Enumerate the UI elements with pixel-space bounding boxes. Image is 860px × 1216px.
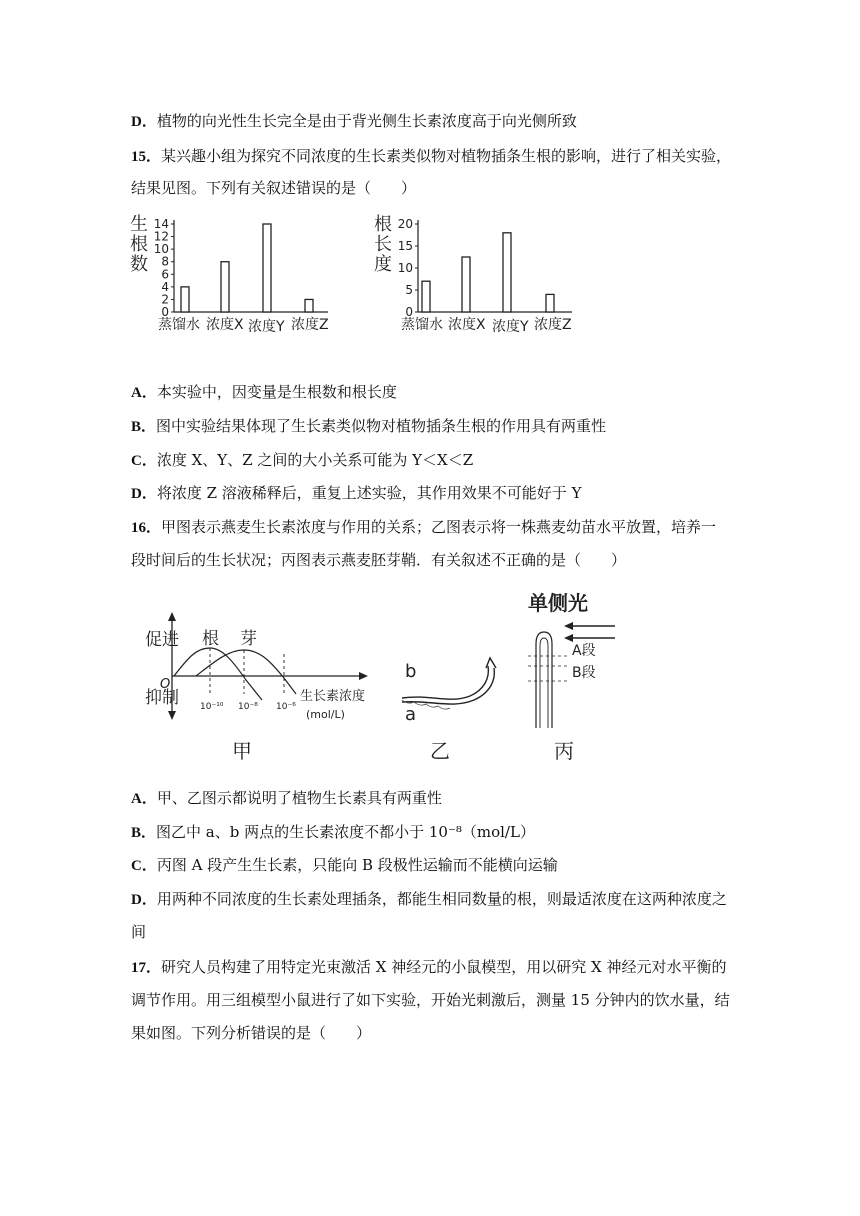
coleoptile-outer	[536, 632, 552, 728]
yi-caption: 乙	[430, 739, 450, 763]
chart2-ylabel-char: 根	[374, 214, 392, 235]
chart1-category-label: 蒸馏水	[158, 317, 200, 333]
question-text: 段时间后的生长状况；丙图表示燕麦胚芽鞘．有关叙述不正确的是（ ）	[131, 551, 627, 569]
option-text: 图乙中 a、b 两点的生长素浓度不都小于 10⁻⁸（mol/L）	[156, 823, 535, 841]
question-text: 结果见图。下列有关叙述错误的是（ ）	[131, 179, 417, 197]
chart2-category-label: 浓度Y	[492, 319, 529, 335]
bing-title: 单侧光	[528, 591, 588, 615]
question-number: 17．	[131, 960, 162, 976]
yi-label-b: b	[405, 661, 417, 682]
question-16-stem	[131, 517, 716, 538]
option-label: B．	[131, 825, 157, 841]
bing-caption: 丙	[554, 739, 574, 763]
jia-caption: 甲	[232, 739, 252, 763]
yi-label-a: a	[405, 704, 417, 725]
chart1-ytick-label: 12	[153, 229, 169, 244]
chart1-bar	[263, 224, 271, 312]
figure-bing	[528, 591, 615, 763]
jia-curve-root-label: 根	[202, 629, 219, 649]
option-text: 图中实验结果体现了生长素类似物对植物插条生根的作用具有两重性	[156, 417, 607, 435]
option-b-q15	[131, 416, 606, 437]
chart2-bar	[422, 281, 430, 312]
option-text: 用两种不同浓度的生长素处理插条，都能生相同数量的根，则最适浓度在这两种浓度之	[156, 890, 727, 908]
chart2-ylabel-char: 长	[374, 234, 392, 255]
option-label: D．	[131, 114, 157, 130]
question-17-stem-cont	[131, 990, 730, 1010]
jia-xlabel: 生长素浓度	[300, 689, 366, 704]
light-arrow-2-head	[564, 634, 573, 642]
chart2-ytick-label: 0	[405, 305, 413, 319]
jia-y-arrow-down	[168, 711, 176, 720]
jia-y-arrow-up	[168, 612, 176, 621]
question-16-stem-cont	[131, 550, 626, 570]
chart1-ytick-label: 0	[161, 305, 169, 319]
chart2-category-label: 浓度X	[448, 317, 486, 333]
option-d-q16-cont	[131, 922, 146, 942]
question-17-stem	[131, 957, 726, 978]
question-text: 果如图。下列分析错误的是（ ）	[131, 1024, 372, 1042]
q15-charts-svg	[128, 212, 598, 342]
jia-curve-bud-label: 芽	[240, 629, 257, 649]
question-17-stem-cont2	[131, 1023, 371, 1043]
chart2-ylabel-char: 度	[374, 254, 392, 275]
q16-figure	[140, 588, 640, 772]
option-a-q16	[131, 788, 442, 809]
bing-seg-b: B段	[572, 665, 596, 681]
jia-x-arrow	[359, 672, 368, 680]
option-text: 植物的向光性生长完全是由于背光侧生长素浓度高于向光侧所致	[156, 112, 577, 130]
question-text: 研究人员构建了用特定光束激活 X 神经元的小鼠模型，用以研究 X 神经元对水平衡的	[161, 958, 727, 976]
option-label: D．	[131, 892, 157, 908]
figure-yi	[402, 658, 496, 763]
chart1-ytick-label: 2	[161, 292, 169, 307]
chart2-ytick-label: 10	[397, 261, 413, 275]
jia-tick-1: 10⁻¹⁰	[200, 702, 224, 712]
jia-ylabel-up: 促进	[145, 630, 179, 650]
question-number: 15．	[131, 149, 162, 165]
chart1-bar	[305, 299, 313, 312]
chart1-ytick-label: 4	[161, 279, 169, 294]
jia-tick-3: 10⁻⁶	[276, 702, 296, 712]
jia-tick-2: 10⁻⁸	[238, 702, 258, 712]
chart2-ytick-label: 5	[405, 283, 413, 297]
option-text: 本实验中，因变量是生根数和根长度	[156, 383, 397, 401]
chart1-ylabel-char: 生	[130, 214, 148, 235]
chart1-ytick-label: 14	[153, 217, 169, 231]
option-label: B．	[131, 419, 157, 435]
figure-jia	[145, 612, 368, 763]
jia-bud-curve	[196, 650, 296, 694]
chart1-bar	[221, 262, 229, 312]
jia-xunit: (mol/L)	[306, 708, 345, 721]
coleoptile-inner	[540, 638, 548, 728]
chart1-category-label: 浓度X	[206, 317, 244, 333]
question-text: 调节作用。用三组模型小鼠进行了如下实验，开始光刺激后，测量 15 分钟内的饮水量，结	[131, 991, 730, 1009]
question-15-stem	[131, 146, 731, 167]
chart1-ytick-label: 10	[153, 242, 169, 257]
chart2-bar	[503, 233, 511, 312]
option-text: 将浓度 Z 溶液稀释后，重复上述实验，其作用效果不可能好于 Y	[156, 484, 582, 502]
chart1-bar	[181, 287, 189, 312]
option-text: 甲、乙图示都说明了植物生长素具有两重性	[156, 789, 442, 807]
chart2-category-label: 浓度Z	[534, 317, 572, 333]
option-label: A．	[131, 385, 157, 401]
option-a-q15	[131, 382, 397, 403]
jia-ylabel-down: 抑制	[145, 688, 179, 708]
light-arrow-1-head	[564, 622, 573, 630]
chart1-category-label: 浓度Y	[248, 319, 285, 335]
chart1-ylabel-char: 数	[130, 254, 148, 275]
question-number: 16．	[131, 520, 162, 536]
option-label: C．	[131, 453, 157, 469]
option-text: 浓度 X、Y、Z 之间的大小关系可能为 Y＜X＜Z	[156, 451, 474, 469]
option-b-q16	[131, 822, 535, 843]
option-label: D．	[131, 486, 157, 502]
jia-root-curve	[174, 648, 262, 700]
option-c-q15	[131, 450, 473, 471]
option-label: C．	[131, 858, 157, 874]
chart2-category-label: 蒸馏水	[401, 317, 443, 333]
option-text: 丙图 A 段产生生长素，只能向 B 段极性运输而不能横向运输	[156, 856, 558, 874]
chart1-ylabel-char: 根	[130, 234, 148, 255]
q15-charts	[128, 212, 598, 346]
chart2-bar	[462, 257, 470, 312]
option-label: A．	[131, 791, 157, 807]
option-text: 间	[131, 923, 147, 941]
question-text: 某兴趣小组为探究不同浓度的生长素类似物对植物插条生根的影响，进行了相关实验，	[161, 147, 732, 165]
chart1-ytick-label: 6	[161, 267, 169, 282]
option-d-q14	[131, 111, 577, 132]
question-text: 甲图表示燕麦生长素浓度与作用的关系；乙图表示将一株燕麦幼苗水平放置，培养一	[161, 518, 717, 536]
chart2-ytick-label: 20	[397, 217, 413, 231]
q16-figure-svg	[140, 588, 640, 768]
chart2-bar	[546, 294, 554, 312]
chart1-category-label: 浓度Z	[291, 317, 329, 333]
question-15-stem-cont	[131, 178, 416, 198]
chart1-ytick-label: 8	[161, 254, 169, 269]
option-d-q15	[131, 483, 581, 504]
bing-seg-a: A段	[572, 643, 596, 659]
option-c-q16	[131, 855, 558, 876]
option-d-q16	[131, 889, 727, 910]
jia-origin: O	[160, 677, 171, 692]
chart2-ytick-label: 15	[397, 239, 413, 253]
